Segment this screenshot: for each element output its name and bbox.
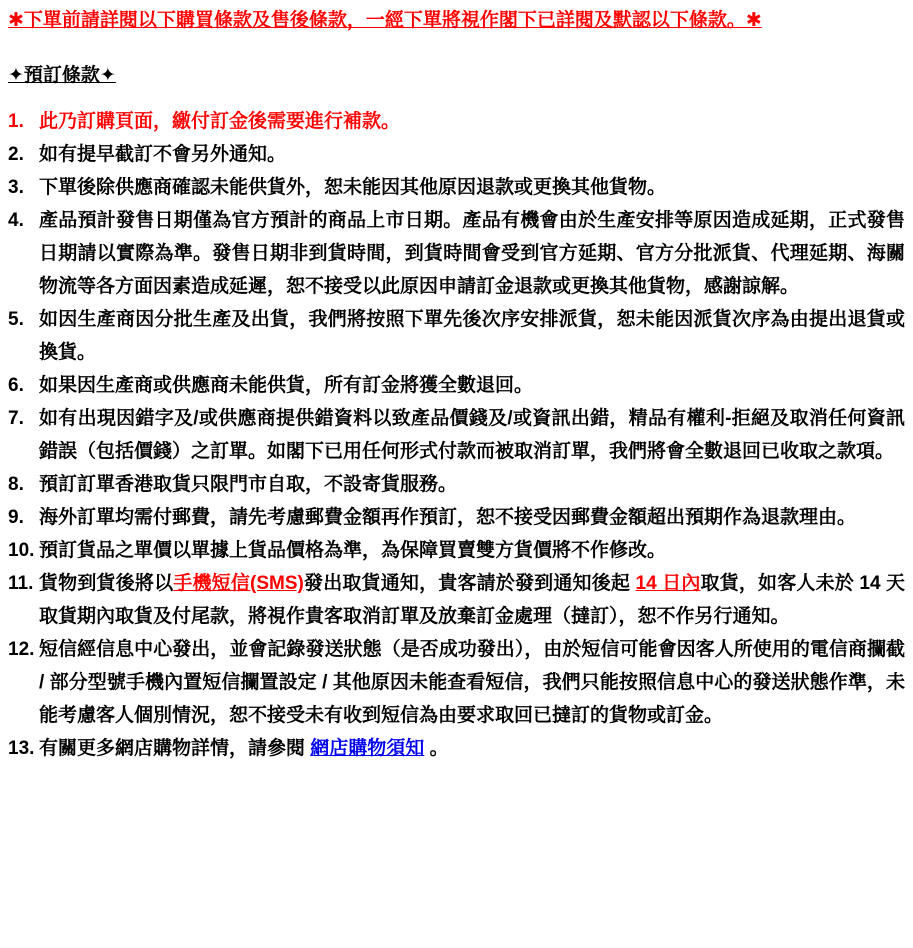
text-segment: 短信經信息中心發出，並會記錄發送狀態（是否成功發出），由於短信可能會因客人所使用的電信商攔截 / 部分型號手機內置短信攔置設定 / 其他原因未能查看短信，我們只能按照信息中心的發送狀態作準，未能考慮客人個別情況，恕不接受未有收到短信為由要求取回已撻訂的貨物或訂金。 bbox=[39, 639, 905, 726]
text-segment: 產品預計發售日期僅為官方預計的商品上市日期。產品有機會由於生產安排等原因造成延期，正式發售日期請以實際為準。發售日期非到貨時間，到貨時間會受到官方延期、官方分批派貨、代理延期、海關物流等各方面因素造成延遲，恕不接受以此原因申請訂金退款或更換其他貨物，感謝諒解。 bbox=[39, 210, 905, 297]
text-segment: 此乃訂購頁面，繳付訂金後需要進行補款。 bbox=[39, 111, 401, 132]
term-number: 1. bbox=[8, 111, 24, 132]
term-number: 9. bbox=[8, 507, 24, 528]
term-number: 12. bbox=[8, 639, 35, 660]
term-text bbox=[39, 468, 905, 501]
term-number: 5. bbox=[8, 309, 24, 330]
term-item-8 bbox=[8, 468, 905, 501]
term-text bbox=[39, 567, 905, 633]
highlighted-text: 手機短信(SMS) bbox=[173, 573, 304, 594]
term-number: 11. bbox=[8, 573, 34, 594]
term-number: 10. bbox=[8, 540, 35, 561]
terms-list bbox=[8, 105, 905, 765]
term-text bbox=[39, 732, 905, 765]
term-item-9 bbox=[8, 501, 905, 534]
term-item-13 bbox=[8, 732, 905, 765]
section-title-preorder-terms bbox=[8, 59, 905, 93]
purchase-notice-header: ✱下單前請詳閱以下購買條款及售後條款，一經下單將視作閣下已詳閱及默認以下條款。✱ bbox=[8, 10, 762, 31]
text-segment: 海外訂單均需付郵費，請先考慮郵費金額再作預訂，恕不接受因郵費金額超出預期作為退款理由。 bbox=[39, 507, 857, 528]
text-segment: 預訂訂單香港取貨只限門市自取，不設寄貨服務。 bbox=[39, 474, 458, 495]
term-number: 8. bbox=[8, 474, 24, 495]
term-text bbox=[39, 138, 905, 171]
term-text bbox=[39, 204, 905, 303]
text-segment: 取貨，如客人未於 14 天取貨期內取貨及付尾款，將視作貴客取消訂單及放棄訂金處理（撻訂），恕不作另行通知。 bbox=[39, 573, 906, 627]
term-number: 4. bbox=[8, 210, 24, 231]
term-item-10 bbox=[8, 534, 905, 567]
text-segment: 如因生產商因分批生產及出貨，我們將按照下單先後次序安排派貨，恕未能因派貨次序為由提出退貨或換貨。 bbox=[39, 309, 905, 363]
text-segment: 如果因生產商或供應商未能供貨，所有訂金將獲全數退回。 bbox=[39, 375, 534, 396]
term-text bbox=[39, 369, 905, 402]
term-item-5 bbox=[8, 303, 905, 369]
term-text bbox=[39, 303, 905, 369]
highlighted-text: 14 日內 bbox=[635, 573, 701, 594]
term-text bbox=[39, 534, 905, 567]
term-item-2 bbox=[8, 138, 905, 171]
term-item-1 bbox=[8, 105, 905, 138]
term-item-4 bbox=[8, 204, 905, 303]
term-text bbox=[39, 633, 905, 732]
term-item-6 bbox=[8, 369, 905, 402]
term-item-12 bbox=[8, 633, 905, 732]
term-number: 2. bbox=[8, 144, 24, 165]
term-text bbox=[39, 402, 905, 468]
text-segment: 。 bbox=[424, 738, 449, 759]
shop-guide-link[interactable]: 網店購物須知 bbox=[310, 738, 425, 759]
section-title-text: ✦預訂條款✦ bbox=[8, 65, 116, 86]
term-text bbox=[39, 105, 905, 138]
text-segment: 下單後除供應商確認未能供貨外，恕未能因其他原因退款或更換其他貨物。 bbox=[39, 177, 667, 198]
text-segment: 預訂貨品之單價以單據上貨品價格為準，為保障買賣雙方貨價將不作修改。 bbox=[39, 540, 667, 561]
term-item-11 bbox=[8, 567, 905, 633]
text-segment: 如有提早截訂不會另外通知。 bbox=[39, 144, 287, 165]
term-number: 6. bbox=[8, 375, 24, 396]
term-item-7 bbox=[8, 402, 905, 468]
term-item-3 bbox=[8, 171, 905, 204]
text-segment: 如有出現因錯字及/或供應商提供錯資料以致產品價錢及/或資訊出錯，精品有權利-拒絕及取消任何資訊錯誤（包括價錢）之訂單。如閣下已用任何形式付款而被取消訂單，我們將會全數退回已收取之款項。 bbox=[39, 408, 905, 462]
term-text bbox=[39, 501, 905, 534]
text-segment: 發出取貨通知，貴客請於發到通知後起 bbox=[303, 573, 636, 594]
term-number: 3. bbox=[8, 177, 24, 198]
term-number: 13. bbox=[8, 738, 35, 759]
text-segment: 有關更多網店購物詳情，請參閱 bbox=[39, 738, 311, 759]
text-segment: 貨物到貨後將以 bbox=[39, 573, 174, 594]
term-text bbox=[39, 171, 905, 204]
term-number: 7. bbox=[8, 408, 24, 429]
